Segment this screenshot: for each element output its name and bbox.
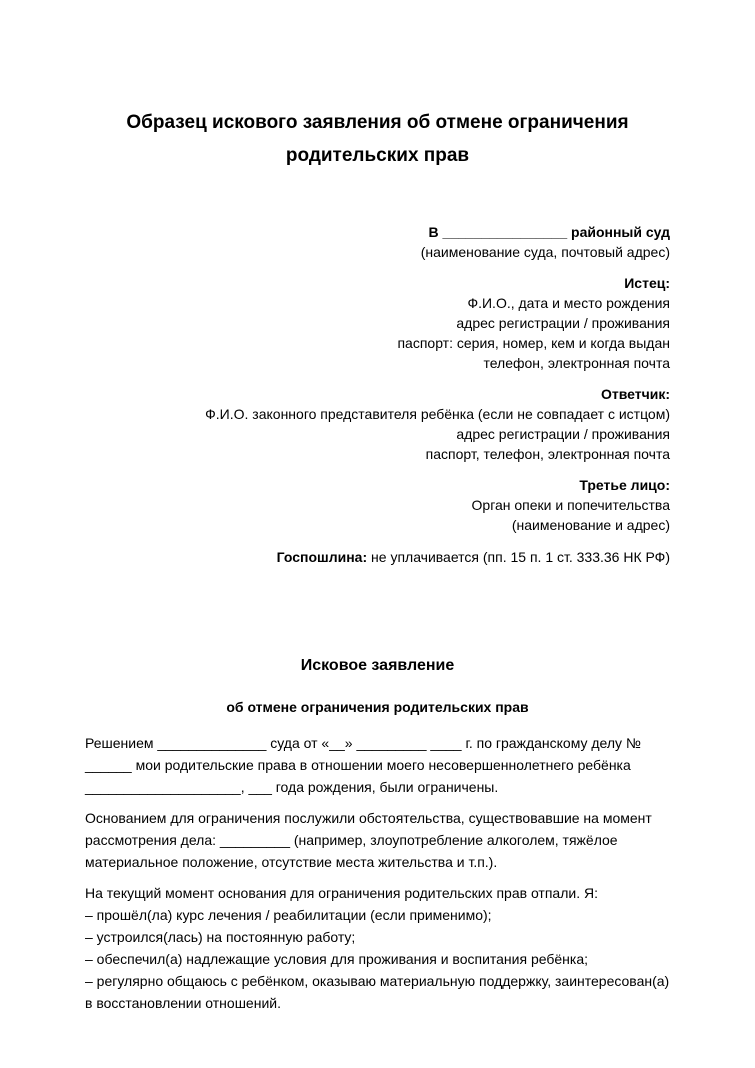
court-group xyxy=(85,222,670,262)
fee-line xyxy=(85,547,670,567)
defendant-line: паспорт, телефон, электронная почта xyxy=(425,446,670,462)
document-title: Образец искового заявления об отмене ограничения родительских прав xyxy=(126,112,629,166)
paragraph-court-decision: Решением ______________ суда от «__» _________ ____ г. по гражданскому делу № ______ мои родительские права в отношении моего несовершеннолетнего ребёнка ____________________, ___ года рождения, были ограничены. xyxy=(85,735,641,795)
third-party-line: (наименование и адрес) xyxy=(511,517,670,533)
plaintiff-line: Ф.И.О., дата и место рождения xyxy=(467,295,670,311)
court-note: (наименование суда, почтовый адрес) xyxy=(420,244,670,260)
claim-subheading: об отмене ограничения родительских прав xyxy=(226,699,529,715)
fee-label: Госпошлина: xyxy=(276,549,368,565)
defendant-line: Ф.И.О. законного представителя ребёнка (если не совпадает с истцом) xyxy=(205,406,670,422)
defendant-line: адрес регистрации / проживания xyxy=(456,426,670,442)
paragraph-grounds-ceased xyxy=(85,882,670,1014)
plaintiff-line: адрес регистрации / проживания xyxy=(456,315,670,331)
plaintiff-line: телефон, электронная почта xyxy=(483,355,670,371)
court-line: В ________________ районный суд xyxy=(428,224,670,240)
plaintiff-group xyxy=(85,273,670,373)
defendant-group xyxy=(85,384,670,464)
fee-text: не уплачивается (пп. 15 п. 1 ст. 333.36 НК РФ) xyxy=(367,549,670,565)
third-party-group xyxy=(85,475,670,535)
plaintiff-line: паспорт: серия, номер, кем и когда выдан xyxy=(397,335,670,351)
claim-heading: Исковое заявление xyxy=(300,657,455,674)
third-party-line: Орган опеки и попечительства xyxy=(471,497,670,513)
paragraph-restriction-grounds: Основанием для ограничения послужили обстоятельства, существовавшие на момент рассмотрения дела: _________ (например, злоупотребление алкоголем, тяжёлое материальное положение, отсутствие места жительства и т.п.). xyxy=(85,810,652,870)
grounds-ceased-item: – обеспечил(а) надлежащие условия для проживания и воспитания ребёнка; xyxy=(85,951,589,967)
third-party-label: Третье лицо: xyxy=(579,477,670,493)
grounds-ceased-item: – регулярно общаюсь с ребёнком, оказываю материальную поддержку, заинтересован(а) в восстановлении отношений. xyxy=(85,973,670,1011)
court-header-block xyxy=(85,222,670,567)
grounds-ceased-item: – прошёл(ла) курс лечения / реабилитации (если применимо); xyxy=(85,907,492,923)
plaintiff-label: Истец: xyxy=(624,275,670,291)
grounds-ceased-intro: На текущий момент основания для ограничения родительских прав отпали. Я: xyxy=(85,885,598,901)
grounds-ceased-item: – устроился(лась) на постоянную работу; xyxy=(85,929,356,945)
defendant-label: Ответчик: xyxy=(600,386,670,402)
